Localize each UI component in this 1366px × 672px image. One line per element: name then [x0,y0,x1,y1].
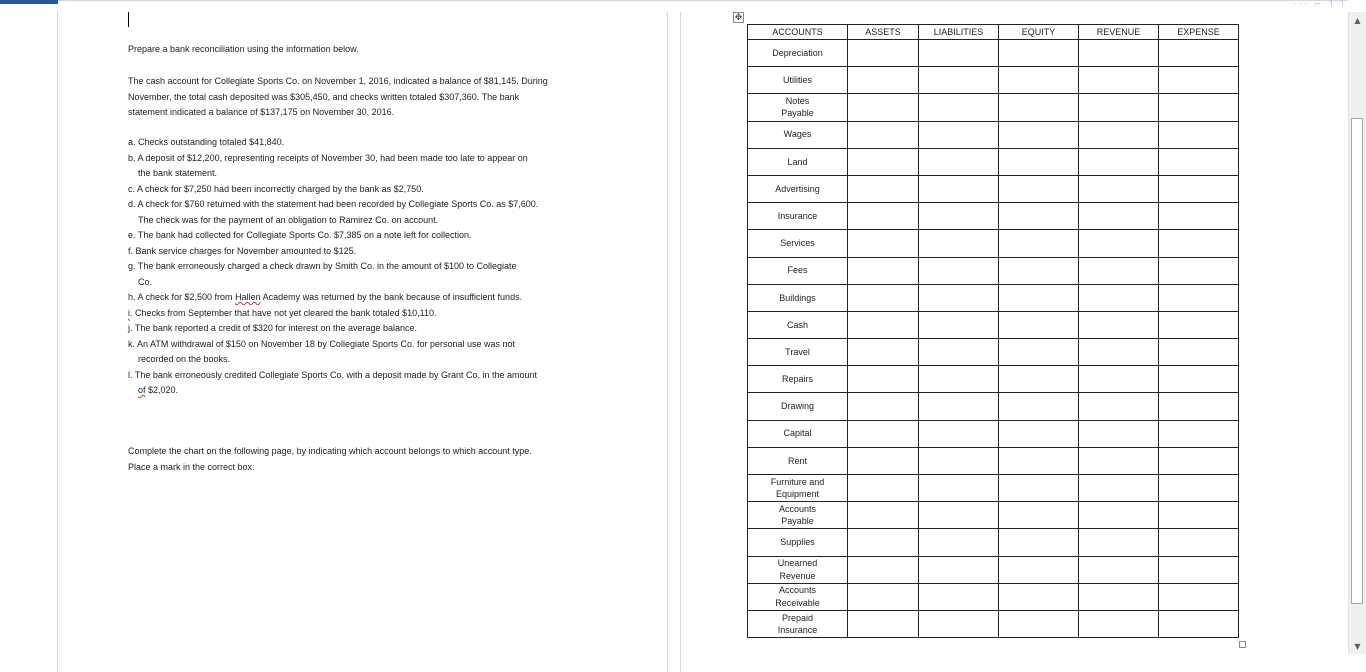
table-row [748,610,1239,637]
table-row [748,67,1239,94]
account-name-cell[interactable] [748,366,848,393]
mark-cell[interactable] [1079,175,1159,202]
mark-cell[interactable] [1079,447,1159,474]
mark-cell[interactable] [848,148,919,175]
item-h: h. A check for $2,500 from Hallen Academy was returned by the bank because of insufficient funds. [128,292,523,302]
item-a: a. Checks outstanding totaled $41,840. [128,137,285,147]
mark-cell[interactable] [999,40,1079,67]
mark-cell[interactable] [1159,203,1239,230]
mark-cell[interactable] [848,366,919,393]
account-name-line: Wages [783,129,812,140]
closing-line: Place a mark in the correct box. [128,461,255,472]
account-name-cell[interactable] [748,610,848,637]
mark-cell[interactable] [1159,311,1239,338]
mark-cell[interactable] [1079,40,1159,67]
item-c: c. A check for $7,250 had been incorrectly charged by the bank as $2,750. [128,183,424,194]
spelling-flagged-letter[interactable]: i [128,307,130,318]
spelling-flagged-word[interactable]: of [138,385,146,395]
account-name-cell[interactable] [748,311,848,338]
item-k: k. An ATM withdrawal of $150 on November 18 by Collegiate Sports Co. for personal use was not [128,338,516,349]
account-name-line: Unearned [777,558,818,569]
account-name-line: Revenue [779,570,816,581]
mark-cell[interactable] [919,67,999,94]
mark-cell[interactable] [919,230,999,257]
mark-cell[interactable] [919,121,999,148]
account-name-line: Insurance [777,625,818,636]
mark-cell[interactable] [999,420,1079,447]
scroll-up-icon[interactable]: ▲ [1354,16,1361,25]
table-row [748,420,1239,447]
item-b-continued: the bank statement. [138,168,218,178]
account-name-line: Land [787,156,808,167]
mark-cell[interactable] [1159,339,1239,366]
mark-cell[interactable] [1079,583,1159,610]
account-name-line: Insurance [777,210,818,221]
move-handle-icon[interactable]: ✥ [734,13,743,23]
mark-cell[interactable] [1159,175,1239,202]
mark-cell[interactable] [1079,148,1159,175]
mark-cell[interactable] [919,502,999,529]
table-header-row [748,25,1239,40]
paragraph-line: November, the total cash deposited was $305,450, and checks written totaled $307,360. The bank [128,91,520,102]
table-row [748,175,1239,202]
mark-cell[interactable] [1159,393,1239,420]
table-row [748,148,1239,175]
mark-cell[interactable] [1159,447,1239,474]
mark-cell[interactable] [999,67,1079,94]
mark-cell[interactable] [919,257,999,284]
mark-cell[interactable] [848,40,919,67]
item-j: j. The bank reported a credit of $320 for interest on the average balance. [128,323,418,333]
mark-cell[interactable] [999,94,1079,121]
header-revenue: REVENUE [1079,25,1159,40]
spelling-flagged-word[interactable]: Hallen [235,292,261,302]
mark-cell[interactable] [1079,339,1159,366]
scrollbar-thumb[interactable] [1351,118,1363,604]
mark-cell[interactable] [1079,203,1159,230]
mark-cell[interactable] [919,284,999,311]
account-name-line: Equipment [775,489,820,500]
account-name-cell[interactable] [748,94,848,121]
ruler-marks: ··· ⌐ ˥ ˥ [1294,0,1346,10]
mark-cell[interactable] [999,529,1079,556]
mark-cell[interactable] [919,583,999,610]
closing-line: Complete the chart on the following page, by indicating which account belongs to which account type. [128,446,532,456]
ruler-line [58,0,1348,1]
mark-cell[interactable] [1079,556,1159,583]
item-k-continued: recorded on the books. [138,354,231,364]
mark-cell[interactable] [1079,366,1159,393]
mark-cell[interactable] [848,475,919,502]
mark-cell[interactable] [999,311,1079,338]
mark-cell[interactable] [919,40,999,67]
account-name-line: Notes [785,95,810,106]
account-name-line: Rent [787,455,807,466]
account-name-cell[interactable] [748,121,848,148]
account-name-cell[interactable] [748,583,848,610]
mark-cell[interactable] [848,67,919,94]
mark-cell[interactable] [999,257,1079,284]
account-name-line: Utilities [782,75,812,86]
mark-cell[interactable] [999,475,1079,502]
mark-cell[interactable] [1079,94,1159,121]
table-row [748,447,1239,474]
mark-cell[interactable] [848,94,919,121]
table-row [748,311,1239,338]
mark-cell[interactable] [1159,529,1239,556]
closing-instructions [128,444,532,475]
mark-cell[interactable] [999,393,1079,420]
mark-cell[interactable] [1079,284,1159,311]
account-name-cell[interactable] [748,393,848,420]
account-name-line: Buildings [779,292,816,303]
table-resize-handle[interactable] [1239,641,1246,648]
header-expense: EXPENSE [1159,25,1239,40]
mark-cell[interactable] [848,393,919,420]
mark-cell[interactable] [1159,475,1239,502]
mark-cell[interactable] [919,610,999,637]
account-name-cell[interactable] [748,67,848,94]
cash-paragraph [128,74,548,121]
mark-cell[interactable] [848,121,919,148]
item-f: f. Bank service charges for November amounted to $125. [128,245,357,256]
account-name-cell[interactable] [748,257,848,284]
table-row [748,366,1239,393]
table-row [748,583,1239,610]
mark-cell[interactable] [1079,230,1159,257]
mark-cell[interactable] [1159,40,1239,67]
mark-cell[interactable] [919,148,999,175]
mark-cell[interactable] [999,175,1079,202]
item-b: b. A deposit of $12,200, representing receipts of November 30, had been made too late to appear on [128,152,528,163]
mark-cell[interactable] [848,420,919,447]
account-name-line: Accounts [778,585,817,596]
account-name-cell[interactable] [748,40,848,67]
mark-cell[interactable] [999,230,1079,257]
item-d-continued: The check was for the payment of an obligation to Ramirez Co. on account. [138,214,439,225]
mark-cell[interactable] [999,339,1079,366]
account-name-cell[interactable] [748,203,848,230]
mark-cell[interactable] [919,366,999,393]
mark-cell[interactable] [1159,556,1239,583]
table-row [748,393,1239,420]
header-accounts: ACCOUNTS [748,25,848,40]
mark-cell[interactable] [919,393,999,420]
account-name-line: Depreciation [772,47,823,58]
item-l-continued: of $2,020. [138,385,179,395]
account-name-line: Prepaid [781,612,814,623]
item-i: i. Checks from September that have not yet cleared the bank totaled $10,110. [128,307,437,318]
account-name-line: Advertising [775,183,820,194]
account-name-line: Accounts [778,503,817,514]
account-name-cell[interactable] [748,529,848,556]
mark-cell[interactable] [1159,502,1239,529]
mark-cell[interactable] [848,447,919,474]
header-liabilities: LIABILITIES [919,25,999,40]
account-name-line: Furniture and [770,476,825,487]
account-classification-table [747,24,1239,638]
mark-cell[interactable] [1079,502,1159,529]
mark-cell[interactable] [919,339,999,366]
account-name-cell[interactable] [748,284,848,311]
account-name-line: Fees [787,265,808,276]
mark-cell[interactable] [999,366,1079,393]
intro-text [128,42,359,58]
account-name-cell[interactable] [748,447,848,474]
item-e: e. The bank had collected for Collegiate Sports Co. $7,385 on a note left for collection. [128,230,472,240]
mark-cell[interactable] [848,583,919,610]
mark-cell[interactable] [848,311,919,338]
mark-cell[interactable] [919,420,999,447]
account-name-line: Capital [783,428,812,439]
item-l: l. The bank erroneously credited Collegiate Sports Co. with a deposit made by Grant Co. in the amount [128,369,538,380]
table-row [748,556,1239,583]
mark-cell[interactable] [999,447,1079,474]
mark-cell[interactable] [1159,67,1239,94]
item-g: g. The bank erroneously charged a check drawn by Smith Co. in the amount of $100 to Collegiate [128,261,517,271]
item-g-continued: Co. [138,276,153,287]
mark-cell[interactable] [1159,148,1239,175]
account-name-cell[interactable] [748,556,848,583]
mark-cell[interactable] [919,203,999,230]
mark-cell[interactable] [848,610,919,637]
mark-cell[interactable] [848,257,919,284]
mark-cell[interactable] [1079,393,1159,420]
table-row [748,502,1239,529]
mark-cell[interactable] [1159,366,1239,393]
mark-cell[interactable] [919,447,999,474]
mark-cell[interactable] [1159,583,1239,610]
mark-cell[interactable] [999,284,1079,311]
mark-cell[interactable] [919,529,999,556]
mark-cell[interactable] [999,556,1079,583]
mark-cell[interactable] [848,502,919,529]
account-name-line: Travel [785,346,810,357]
mark-cell[interactable] [999,203,1079,230]
mark-cell[interactable] [999,610,1079,637]
mark-cell[interactable] [1079,311,1159,338]
header-assets: ASSETS [848,25,919,40]
account-name-line: Payable [781,108,814,119]
paragraph-line: The cash account for Collegiate Sports Co. on November 1, 2016, indicated a balance of $81,145. During [128,76,548,86]
mark-cell[interactable] [1079,610,1159,637]
mark-cell[interactable] [999,583,1079,610]
table-row [748,230,1239,257]
mark-cell[interactable] [848,175,919,202]
mark-cell[interactable] [919,94,999,121]
intro-line: Prepare a bank reconciliation using the information below. [128,44,359,54]
mark-cell[interactable] [919,311,999,338]
account-name-cell[interactable] [748,420,848,447]
mark-cell[interactable] [1159,230,1239,257]
mark-cell[interactable] [1079,67,1159,94]
table-row [748,257,1239,284]
account-name-line: Services [780,238,815,249]
table-row [748,203,1239,230]
mark-cell[interactable] [999,148,1079,175]
mark-cell[interactable] [1079,420,1159,447]
account-name-cell[interactable] [748,230,848,257]
header-equity: EQUITY [999,25,1079,40]
scroll-down-icon[interactable]: ▼ [1354,642,1361,651]
vertical-scrollbar[interactable] [1348,12,1366,654]
mark-cell[interactable] [1159,284,1239,311]
table-row [748,475,1239,502]
item-d: d. A check for $760 returned with the statement had been recorded by Collegiate Sports Co. as $7,600. [128,199,539,209]
table-row [748,121,1239,148]
text-cursor [128,12,129,27]
mark-cell[interactable] [1079,257,1159,284]
mark-cell[interactable] [1159,420,1239,447]
mark-cell[interactable] [1159,610,1239,637]
mark-cell[interactable] [848,339,919,366]
account-name-line: Cash [786,319,808,330]
mark-cell[interactable] [919,475,999,502]
mark-cell[interactable] [1159,94,1239,121]
mark-cell[interactable] [999,502,1079,529]
ribbon-accent [0,0,58,4]
reconciliation-items [128,135,538,399]
account-name-cell[interactable] [748,175,848,202]
mark-cell[interactable] [919,175,999,202]
table-row [748,339,1239,366]
account-name-cell[interactable] [748,148,848,175]
table-row [748,94,1239,121]
mark-cell[interactable] [1079,529,1159,556]
mark-cell[interactable] [848,203,919,230]
table-row [748,40,1239,67]
paragraph-line: statement indicated a balance of $137,175 on November 30, 2016. [128,107,395,117]
mark-cell[interactable] [848,230,919,257]
mark-cell[interactable] [1079,121,1159,148]
mark-cell[interactable] [848,529,919,556]
table-row [748,529,1239,556]
account-name-line: Drawing [780,401,814,412]
mark-cell[interactable] [1079,475,1159,502]
mark-cell[interactable] [999,121,1079,148]
account-name-line: Supplies [780,537,815,548]
mark-cell[interactable] [1159,257,1239,284]
account-name-cell[interactable] [748,502,848,529]
account-name-cell[interactable] [748,475,848,502]
table-row [748,284,1239,311]
mark-cell[interactable] [919,556,999,583]
mark-cell[interactable] [848,284,919,311]
mark-cell[interactable] [1159,121,1239,148]
account-name-line: Repairs [781,374,813,385]
mark-cell[interactable] [848,556,919,583]
account-name-line: Receivable [775,597,820,608]
account-name-line: Payable [781,516,814,527]
account-name-cell[interactable] [748,339,848,366]
